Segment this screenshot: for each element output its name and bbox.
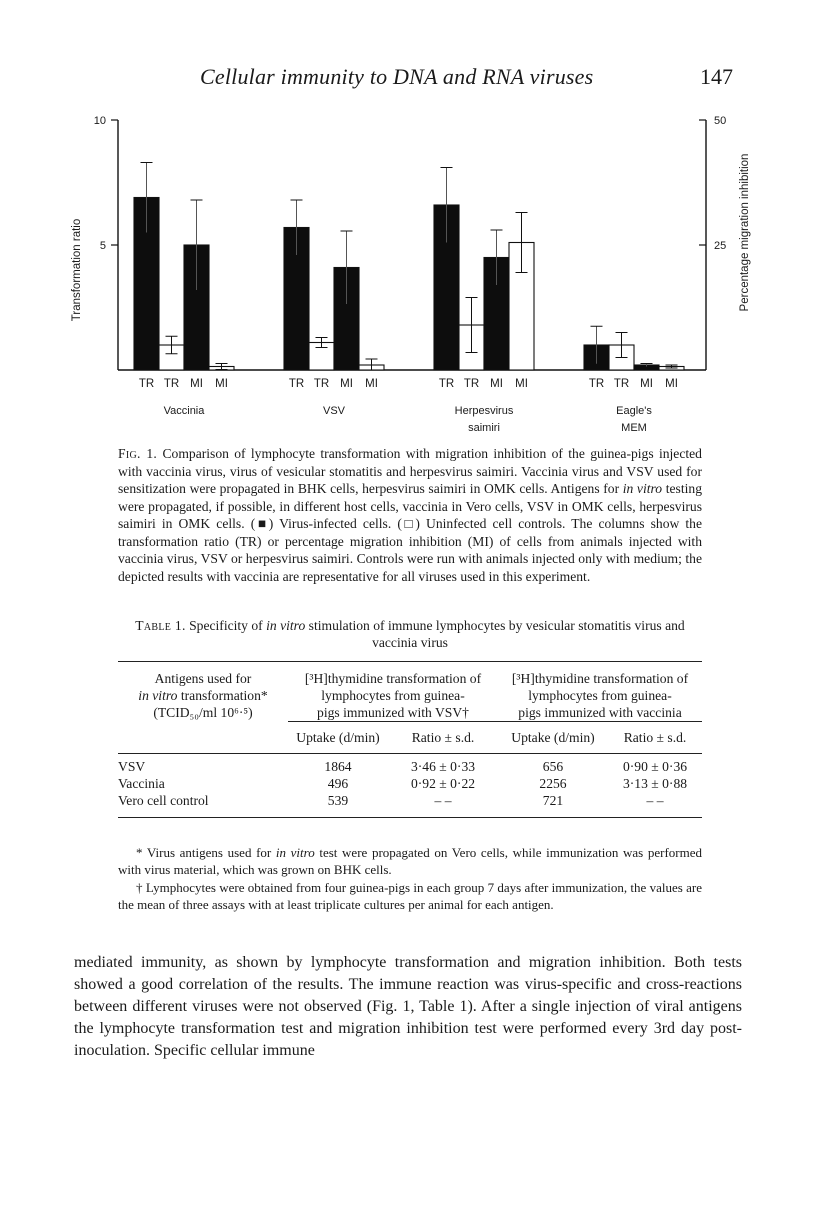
table-cell: 0·92 ± 0·22 — [410, 776, 476, 791]
group-label: VSV — [322, 405, 346, 417]
caption-text-2: testing were propagated, if possible, in different host cells, vaccinia in Vero cells, VSV in OMK cells, herpesvirus saimiri in OMK cells. (■) Virus-infected cells. (□) Uninfected cell controls. The columns show the transformation ratio (TR) or percentage migration inhibition (MI) of cells from animals injected with vaccinia virus, VSV or herpesvirus saimiri. Controls were run with animals injected only with medium; the depicted results with vaccinia are representative for all viruses used in this experiment. — [118, 481, 702, 584]
chart-bars — [134, 163, 684, 371]
table-cell: – – — [434, 793, 452, 808]
group-label: Vaccinia — [163, 405, 205, 417]
table-title-text-2: stimulation of immune lymphocytes by vesicular stomatitis virus and vaccinia virus — [305, 618, 685, 650]
footnote-star-text: * Virus antigens used for — [136, 845, 276, 860]
sub-ratio-vsv: Ratio ± s.d. — [388, 722, 498, 754]
table-cell: 656 — [542, 759, 564, 774]
bar-category-label: MI — [215, 378, 228, 390]
sub-ratio-vaccinia: Ratio ± s.d. — [608, 722, 702, 754]
bar-category-label: TR — [463, 378, 480, 390]
footnote-star-text-2: test were propagated on Vero cells, while immunization was performed with virus material, which was grown on BHK cells. — [118, 845, 702, 877]
figure-caption — [118, 445, 702, 585]
bar-category-label: MI — [365, 378, 378, 390]
table-cell: 0·90 ± 0·36 — [622, 759, 688, 774]
table-cell: Vero cell control — [118, 793, 209, 808]
col3-header — [498, 670, 702, 722]
right-axis-title: Percentage migration inhibition — [739, 153, 751, 312]
group-label-line2: saimiri — [468, 422, 500, 434]
bar-category-label: TR — [438, 378, 455, 390]
caption-text: Comparison of lymphocyte transformation with migration inhibition of the guinea-pigs injected with vaccinia virus, virus of vesicular stomatitis and herpesvirus saimiri. Vaccinia virus and VSV used for sensitization were propagated in BHK cells, herpesvirus saimiri in OMK cells. Antigens for — [118, 446, 702, 496]
table-row — [118, 775, 702, 792]
left-tick-label: 10 — [93, 115, 106, 127]
left-tick-label: 5 — [99, 240, 106, 252]
table-row — [118, 758, 702, 775]
bar-category-label: MI — [640, 378, 653, 390]
table-cell: Vaccinia — [118, 776, 165, 791]
col1-header-line1: Antigens used for — [154, 671, 252, 686]
table-cell: 496 — [327, 776, 349, 791]
footnote-star — [118, 845, 702, 878]
group-label: Herpesvirus — [454, 405, 514, 417]
col3-header-line1: [³H]thymidine transformation of — [511, 671, 689, 686]
bar-category-label: TR — [588, 378, 605, 390]
bar-category-label: MI — [515, 378, 528, 390]
table-1 — [118, 661, 702, 818]
bar-category-label: TR — [613, 378, 630, 390]
figure-1-bar-chart — [0, 100, 816, 440]
col1-header — [118, 670, 288, 722]
table-cell: 3·46 ± 0·33 — [410, 759, 476, 774]
col2-header — [288, 670, 498, 722]
table-row — [118, 792, 702, 809]
group-label: Eagle's — [616, 405, 652, 417]
col2-header-line1: [³H]thymidine transformation of — [304, 671, 482, 686]
table-cell: 1864 — [324, 759, 352, 774]
sub-uptake-vaccinia: Uptake (d/min) — [498, 722, 608, 754]
running-header-title: Cellular immunity to DNA and RNA viruses — [200, 64, 594, 89]
bar-category-label: MI — [665, 378, 678, 390]
chart-labels — [71, 115, 751, 434]
caption-lead: Fig. 1. — [118, 446, 158, 461]
col1-header-italic: in vitro — [138, 688, 178, 703]
table-cell: 2256 — [539, 776, 567, 791]
col3-header-line2: lymphocytes from guinea- — [528, 688, 672, 703]
sub-uptake-vsv: Uptake (d/min) — [288, 722, 388, 754]
left-axis-title: Transformation ratio — [71, 218, 83, 322]
right-tick-label: 25 — [714, 240, 727, 252]
table-cell: 539 — [327, 793, 349, 808]
page-number: 147 — [700, 64, 733, 89]
caption-italic: in vitro — [622, 481, 663, 496]
col1-header-line2: transformation* — [177, 688, 268, 703]
table-cell: 3·13 ± 0·88 — [622, 776, 688, 791]
col3-header-line3: pigs immunized with vaccinia — [518, 705, 682, 720]
footnote-star-italic: in vitro — [275, 845, 315, 860]
table-title-italic: in vitro — [266, 618, 306, 633]
bar-category-label: TR — [163, 378, 180, 390]
table-title-text: Specificity of — [189, 618, 267, 633]
table-cell: VSV — [118, 759, 146, 774]
body-paragraph: mediated immunity, as shown by lymphocyte transformation and migration inhibition. Both tests showed a good correlation of the results. The immune reaction was virus-specific and cross-reactions between different viruses were not observed (Fig. 1, Table 1). After a single injection of viral antigens the lymphocyte transformation test and migration inhibition test were performed every 3rd day post-inoculation. Specific cellular immune — [74, 954, 742, 1059]
bar-category-label: MI — [490, 378, 503, 390]
right-tick-label: 50 — [714, 115, 727, 127]
table-title — [118, 617, 702, 651]
bar-category-label: TR — [313, 378, 330, 390]
footnote-dagger: † Lymphocytes were obtained from four guinea-pigs in each group 7 days after immunization, the values are the mean of three assays with at least triplicate cultures per animal for each antigen. — [118, 880, 702, 912]
col2-header-line3: pigs immunized with VSV† — [317, 705, 469, 720]
bar-category-label: MI — [190, 378, 203, 390]
bar-category-label: TR — [288, 378, 305, 390]
bar-category-label: MI — [340, 378, 353, 390]
table-footnotes — [118, 845, 702, 915]
table-cell: – – — [646, 793, 664, 808]
bar-category-label: TR — [138, 378, 155, 390]
col1-header-line3: (TCID₅₀/ml 10⁶·⁵) — [153, 705, 253, 720]
table-title-lead: Table 1. — [135, 618, 186, 633]
group-label-line2: MEM — [621, 422, 647, 434]
col2-header-line2: lymphocytes from guinea- — [321, 688, 465, 703]
table-cell: 721 — [542, 793, 564, 808]
